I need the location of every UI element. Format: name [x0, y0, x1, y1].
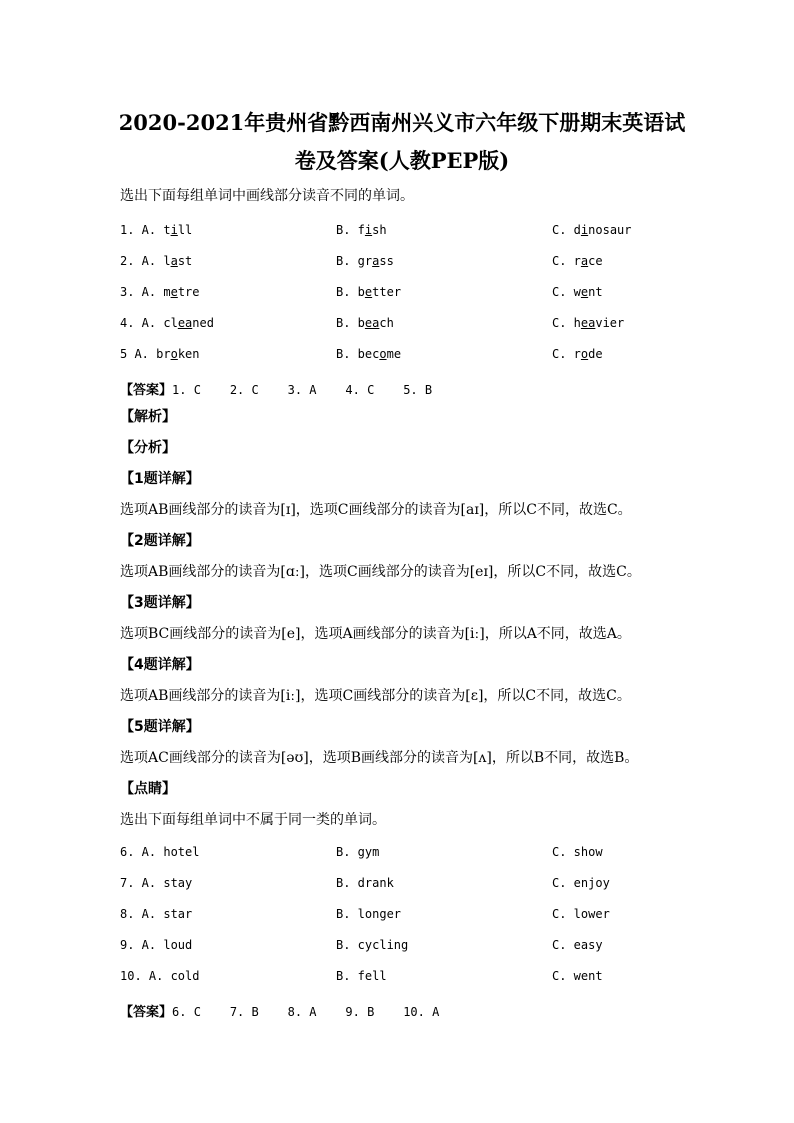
option-a: 4. A. cleaned [120, 315, 214, 330]
answer-values: 6. C 7. B 8. A 9. B 10. A [172, 1005, 440, 1019]
question-row [120, 960, 704, 991]
detail-text: 选项AB画线部分的读音为[ɪ]，选项C画线部分的读音为[aɪ]，所以C不同，故选C。 [120, 502, 632, 518]
option-b: B. fell [336, 968, 387, 983]
option-a: 8. A. star [120, 906, 193, 921]
option-b: B. longer [336, 906, 402, 921]
detail-text: 选项BC画线部分的读音为[e]，选项A画线部分的读音为[iː]，所以A不同，故选A。 [120, 626, 631, 642]
option-b: B. fish [336, 222, 387, 237]
detail-list [120, 464, 704, 774]
option-a: 1. A. till [120, 222, 193, 237]
option-c: C. went [552, 968, 603, 983]
option-b: B. grass [336, 253, 394, 268]
question-row [120, 307, 704, 338]
detail-label: 【3题详解】 [120, 595, 200, 611]
option-a: 9. A. loud [120, 937, 193, 952]
option-b: B. become [336, 346, 402, 361]
option-a: 7. A. stay [120, 875, 193, 890]
option-a: 5 A. broken [120, 346, 200, 361]
section1-instruction: 选出下面每组单词中画线部分读音不同的单词。 [120, 188, 414, 204]
detail-text: 选项AB画线部分的读音为[ɑː]，选项C画线部分的读音为[eɪ]，所以C不同，故选C。 [120, 564, 641, 580]
question-row [120, 929, 704, 960]
option-c: C. rode [552, 346, 603, 361]
detail-label: 【1题详解】 [120, 471, 200, 487]
detail-text: 选项AC画线部分的读音为[əʊ]，选项B画线部分的读音为[ʌ]，所以B不同，故选B。 [120, 750, 639, 766]
title-line-2: 卷及答案(人教PEP版) [294, 148, 510, 173]
option-a: 6. A. hotel [120, 844, 200, 859]
answer-tag: 【答案】 [120, 1005, 173, 1020]
option-b: B. drank [336, 875, 394, 890]
option-b: B. better [336, 284, 402, 299]
option-c: C. lower [552, 906, 610, 921]
question-row [120, 276, 704, 307]
question-row [120, 245, 704, 276]
option-b: B. beach [336, 315, 394, 330]
option-a: 2. A. last [120, 253, 193, 268]
option-c: C. enjoy [552, 875, 610, 890]
option-c: C. dinosaur [552, 222, 632, 237]
question-row [120, 836, 704, 867]
option-b: B. gym [336, 844, 380, 859]
answer-tag: 【答案】 [120, 383, 173, 398]
analysis-label: 【解析】 [120, 409, 176, 425]
detail-label: 【2题详解】 [120, 533, 200, 549]
section2-questions [120, 836, 704, 991]
title-line-1: 2020-2021年贵州省黔西南州兴义市六年级下册期末英语试 [118, 110, 686, 135]
section2-instruction: 选出下面每组单词中不属于同一类的单词。 [120, 812, 386, 828]
question-row [120, 214, 704, 245]
option-a: 3. A. metre [120, 284, 200, 299]
answer-values: 1. C 2. C 3. A 4. C 5. B [172, 383, 433, 397]
option-c: C. show [552, 844, 603, 859]
detail-text: 选项AB画线部分的读音为[iː]，选项C画线部分的读音为[ɛ]，所以C不同，故选C。 [120, 688, 631, 704]
section2-answer [120, 1001, 704, 1024]
option-c: C. heavier [552, 315, 625, 330]
detail-label: 【5题详解】 [120, 719, 200, 735]
option-c: C. went [552, 284, 603, 299]
section1-questions [120, 214, 704, 369]
question-row [120, 867, 704, 898]
document-title [100, 104, 704, 180]
question-row [120, 898, 704, 929]
detail-label: 【4题详解】 [120, 657, 200, 673]
option-c: C. easy [552, 937, 603, 952]
option-b: B. cycling [336, 937, 409, 952]
question-row [120, 338, 704, 369]
section1-answer [120, 379, 704, 402]
dianjing-label: 【点睛】 [120, 781, 176, 797]
option-a: 10. A. cold [120, 968, 200, 983]
option-c: C. race [552, 253, 603, 268]
fenxi-label: 【分析】 [120, 440, 176, 456]
